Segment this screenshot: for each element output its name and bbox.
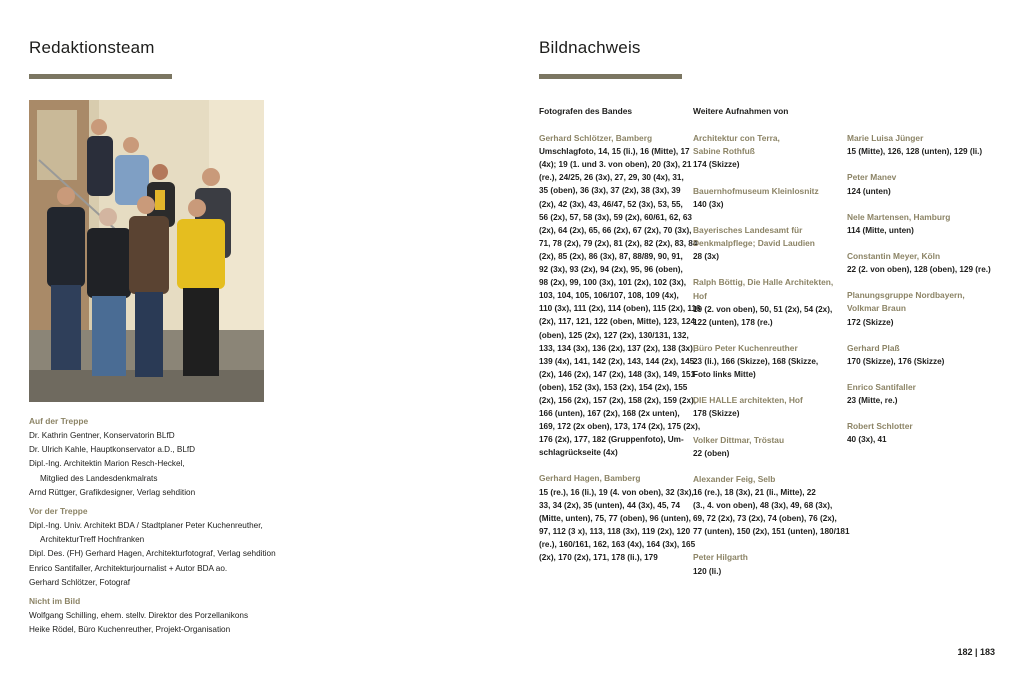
credit-name: Volker Dittmar, Tröstau bbox=[693, 434, 785, 445]
caption-line: Dipl.-Ing. Univ. Architekt BDA / Stadtplaner Peter Kuchenreuther, bbox=[29, 521, 263, 531]
credit-pages: 69, 72 (2x), 73 (2x), 74 (oben), 76 (2x), bbox=[693, 514, 837, 524]
credit-entry bbox=[693, 473, 850, 539]
page-numbers: 182 | 183 bbox=[957, 647, 995, 657]
credit-name: Bauernhofmuseum Kleinlosnitz bbox=[693, 185, 819, 196]
caption-list-3 bbox=[29, 609, 329, 637]
credit-name: Peter Manev bbox=[847, 172, 897, 183]
credit-pages: (4x); 19 (1. und 3. von oben), 20 (3x), 21 bbox=[539, 160, 692, 170]
credit-pages: (3., 4. von oben), 48 (3x), 49, 68 (3x), bbox=[693, 501, 833, 511]
left-caption bbox=[29, 416, 329, 637]
right-page-title: Bildnachweis bbox=[539, 38, 641, 57]
credit-pages: 169, 172 (2x oben), 173, 174 (2x), 175 (2x), bbox=[539, 422, 701, 432]
credit-entry bbox=[847, 250, 993, 276]
caption-line: Gerhard Schlötzer, Fotograf bbox=[29, 577, 131, 587]
credit-name: Volkmar Braun bbox=[847, 303, 906, 314]
caption-line: Dr. Kathrin Gentner, Konservatorin BLfD bbox=[29, 431, 175, 440]
caption-heading-2: Vor der Treppe bbox=[29, 506, 88, 517]
credit-entry bbox=[693, 224, 839, 264]
credit-pages: Foto links Mitte) bbox=[693, 370, 756, 380]
credit-pages: 40 (3x), 41 bbox=[847, 435, 887, 445]
caption-line: ArchitekturTreff Hochfranken bbox=[40, 535, 145, 545]
group-photo bbox=[29, 100, 264, 402]
credit-pages: 28 (3x) bbox=[693, 252, 719, 262]
credit-pages: 120 (li.) bbox=[693, 566, 722, 576]
caption-line: Dipl. Des. (FH) Gerhard Hagen, Architekturfotograf, Verlag sehdition bbox=[29, 549, 276, 559]
person-6 bbox=[87, 208, 131, 376]
credit-name: Büro Peter Kuchenreuther bbox=[693, 342, 798, 353]
right-title-rule bbox=[539, 74, 682, 79]
credit-entry bbox=[847, 420, 993, 446]
credit-name: Denkmalpflege; David Laudien bbox=[693, 238, 815, 248]
credit-name: Robert Schlotter bbox=[847, 421, 913, 432]
credit-pages: (2x), 42 (3x), 43, 46/47, 52 (3x), 53, 55, bbox=[539, 199, 683, 209]
credit-name: Constantin Meyer, Köln bbox=[847, 250, 941, 261]
credit-name: Sabine Rothfuß bbox=[693, 146, 755, 157]
credit-name: Ralph Böttig, Die Halle Architekten, bbox=[693, 277, 834, 288]
credit-entry bbox=[693, 342, 839, 381]
person-5 bbox=[47, 187, 85, 370]
credit-pages: 178 (Skizze) bbox=[693, 409, 740, 419]
credit-pages: 22 (oben) bbox=[693, 448, 730, 458]
left-page-title: Redaktionsteam bbox=[29, 38, 155, 57]
credit-pages: 122 (unten), 178 (re.) bbox=[693, 317, 773, 327]
caption-heading-3: Nicht im Bild bbox=[29, 596, 81, 607]
credit-pages: 110 (3x), 111 (2x), 114 (oben), 115 (2x), 116 bbox=[539, 304, 701, 314]
caption-line: Wolfgang Schilling, ehem. stellv. Direktor des Porzellanikons bbox=[29, 611, 249, 621]
credit-pages: (re.), 24/25, 26 (3x), 27, 29, 30 (4x), 31, bbox=[539, 173, 684, 183]
credit-pages: (2x), 146 (2x), 147 (2x), 148 (3x), 149, 151 bbox=[539, 369, 696, 379]
credit-pages: 15 (re.), 16 (li.), 19 (4. von oben), 32 (3x), bbox=[539, 487, 694, 497]
credit-pages: 133, 134 (3x), 136 (2x), 137 (2x), 138 (3x), bbox=[539, 343, 696, 353]
credit-pages: 97, 112 (3 x), 113, 118 (3x), 119 (2x), 120 bbox=[539, 526, 691, 536]
caption-heading-1: Auf der Treppe bbox=[29, 416, 89, 426]
caption-line: Dipl.-Ing. Architektin Marion Resch-Heckel, bbox=[29, 459, 185, 469]
caption-group-3 bbox=[29, 596, 329, 637]
credit-pages: 103, 104, 105, 106/107, 108, 109 (4x), bbox=[539, 291, 679, 301]
credit-pages: 22 (2. von oben), 128 (oben), 129 (re.) bbox=[847, 265, 991, 275]
credit-pages: 35 (oben), 36 (3x), 37 (2x), 38 (3x), 39 bbox=[539, 186, 681, 196]
credit-entry bbox=[847, 342, 993, 368]
credit-name: Marie Luisa Jünger bbox=[847, 133, 924, 143]
credit-pages: (2x), 85 (2x), 86 (3x), 87, 88/89, 90, 91, bbox=[539, 251, 683, 261]
caption-list-2 bbox=[29, 519, 329, 590]
credits-column-3 bbox=[847, 132, 993, 460]
credit-pages: 71, 78 (2x), 79 (2x), 81 (2x), 82 (2x), 83, 84 bbox=[539, 238, 698, 248]
credit-pages: Umschlagfoto, 14, 15 (li.), 16 (Mitte), 17 bbox=[539, 147, 690, 157]
credit-pages: 140 (3x) bbox=[693, 199, 724, 209]
credit-pages: 124 (unten) bbox=[847, 186, 891, 196]
person-8 bbox=[177, 199, 225, 376]
credit-entry bbox=[693, 434, 839, 460]
credit-pages: (2x), 117, 121, 122 (oben, Mitte), 123, 124 bbox=[539, 317, 696, 327]
credit-name: DIE HALLE architekten, Hof bbox=[693, 395, 803, 406]
credit-pages: 92 (3x), 93 (2x), 94 (2x), 95, 96 (oben), bbox=[539, 265, 683, 275]
credit-pages: schlagrückseite (4x) bbox=[539, 448, 618, 458]
credit-pages: (oben), 125 (2x), 127 (2x), 130/131, 132, bbox=[539, 330, 689, 340]
credit-name: Gerhard Hagen, Bamberg bbox=[539, 473, 641, 484]
credit-entry bbox=[847, 171, 993, 197]
caption-line: Heike Rödel, Büro Kuchenreuther, Projekt-Organisation bbox=[29, 625, 231, 635]
credit-name: Peter Hilgarth bbox=[693, 552, 748, 563]
caption-group-2 bbox=[29, 506, 329, 590]
credit-name: Hof bbox=[693, 290, 707, 301]
credit-entry bbox=[693, 276, 839, 329]
credit-pages: (2x), 170 (2x), 171, 178 (li.), 179 bbox=[539, 553, 658, 563]
credit-entry bbox=[693, 551, 839, 577]
credit-pages: 170 (Skizze), 176 (Skizze) bbox=[847, 356, 945, 366]
credit-pages: 166 (unten), 167 (2x), 168 (2x unten), bbox=[539, 409, 680, 419]
caption-list-1 bbox=[29, 429, 329, 500]
left-title-rule bbox=[29, 74, 172, 79]
credit-pages: 77 (unten), 150 (2x), 151 (unten), 180/181 bbox=[693, 527, 850, 537]
credit-pages: 23 (li.), 166 (Skizze), 168 (Skizze, bbox=[693, 357, 819, 367]
credit-pages: 33, 34 (2x), 35 (unten), 44 (3x), 45, 74 bbox=[539, 500, 681, 510]
caption-line: Arnd Rüttger, Grafikdesigner, Verlag sehdition bbox=[29, 487, 196, 497]
credit-pages: 19 (2. von oben), 50, 51 (2x), 54 (2x), bbox=[693, 304, 833, 314]
col2-heading: Weitere Aufnahmen von bbox=[693, 106, 789, 116]
caption-line: Enrico Santifaller, Architekturjournalist + Autor BDA ao. bbox=[29, 563, 228, 573]
credit-entry bbox=[539, 472, 696, 564]
credit-entry bbox=[693, 132, 839, 172]
credit-entry bbox=[847, 289, 993, 329]
credits-column-2 bbox=[693, 132, 850, 591]
credit-entry bbox=[847, 211, 993, 237]
credit-pages: (2x), 64 (2x), 65, 66 (2x), 67 (2x), 70 (3x), bbox=[539, 225, 692, 235]
credit-pages: (2x), 156 (2x), 157 (2x), 158 (2x), 159 (2x), bbox=[539, 395, 697, 405]
credit-pages: (oben), 152 (3x), 153 (2x), 154 (2x), 155 bbox=[539, 382, 688, 392]
credit-pages: 23 (Mitte, re.) bbox=[847, 396, 898, 406]
credit-name: Enrico Santifaller bbox=[847, 381, 916, 392]
col1-heading: Fotografen des Bandes bbox=[539, 106, 633, 116]
credit-name: Bayerisches Landesamt für bbox=[693, 224, 803, 235]
credit-pages: 139 (4x), 141, 142 (2x), 143, 144 (2x), 145 bbox=[539, 356, 695, 366]
caption-line: Dr. Ulrich Kahle, Hauptkonservator a.D., BLfD bbox=[29, 445, 196, 455]
credit-pages: 15 (Mitte), 126, 128 (unten), 129 (li.) bbox=[847, 147, 983, 157]
caption-group-1 bbox=[29, 416, 329, 500]
credit-pages: 56 (2x), 57, 58 (3x), 59 (2x), 60/61, 62, 63 bbox=[539, 212, 692, 222]
credit-entry bbox=[693, 394, 839, 420]
credit-entry bbox=[693, 185, 839, 211]
credit-entry bbox=[847, 132, 993, 158]
credit-pages: 172 (Skizze) bbox=[847, 317, 894, 327]
credit-name: Gerhard Plaß bbox=[847, 342, 900, 353]
credit-pages: 174 (Skizze) bbox=[693, 160, 740, 170]
credit-pages: (re.), 160/161, 162, 163 (4x), 164 (3x), 165 bbox=[539, 540, 696, 550]
credit-name: Planungsgruppe Nordbayern, bbox=[847, 290, 965, 301]
credit-name: Nele Martensen, Hamburg bbox=[847, 211, 951, 222]
credit-pages: 176 (2x), 177, 182 (Gruppenfoto), Um- bbox=[539, 435, 684, 445]
credit-name: Gerhard Schlötzer, Bamberg bbox=[539, 133, 653, 143]
credit-entry bbox=[847, 381, 993, 407]
credit-name: Architektur con Terra, bbox=[693, 133, 780, 143]
person-7 bbox=[129, 196, 169, 377]
credit-pages: 98 (2x), 99, 100 (3x), 101 (2x), 102 (3x), bbox=[539, 278, 687, 288]
credit-pages: (Mitte, unten), 75, 77 (oben), 96 (unten), bbox=[539, 513, 691, 523]
caption-line: Mitglied des Landesdenkmalrats bbox=[40, 473, 158, 483]
credit-name: Alexander Feig, Selb bbox=[693, 473, 776, 484]
credit-pages: 114 (Mitte, unten) bbox=[847, 225, 914, 235]
credit-pages: 16 (re.), 18 (3x), 21 (li., Mitte), 22 bbox=[693, 488, 816, 498]
